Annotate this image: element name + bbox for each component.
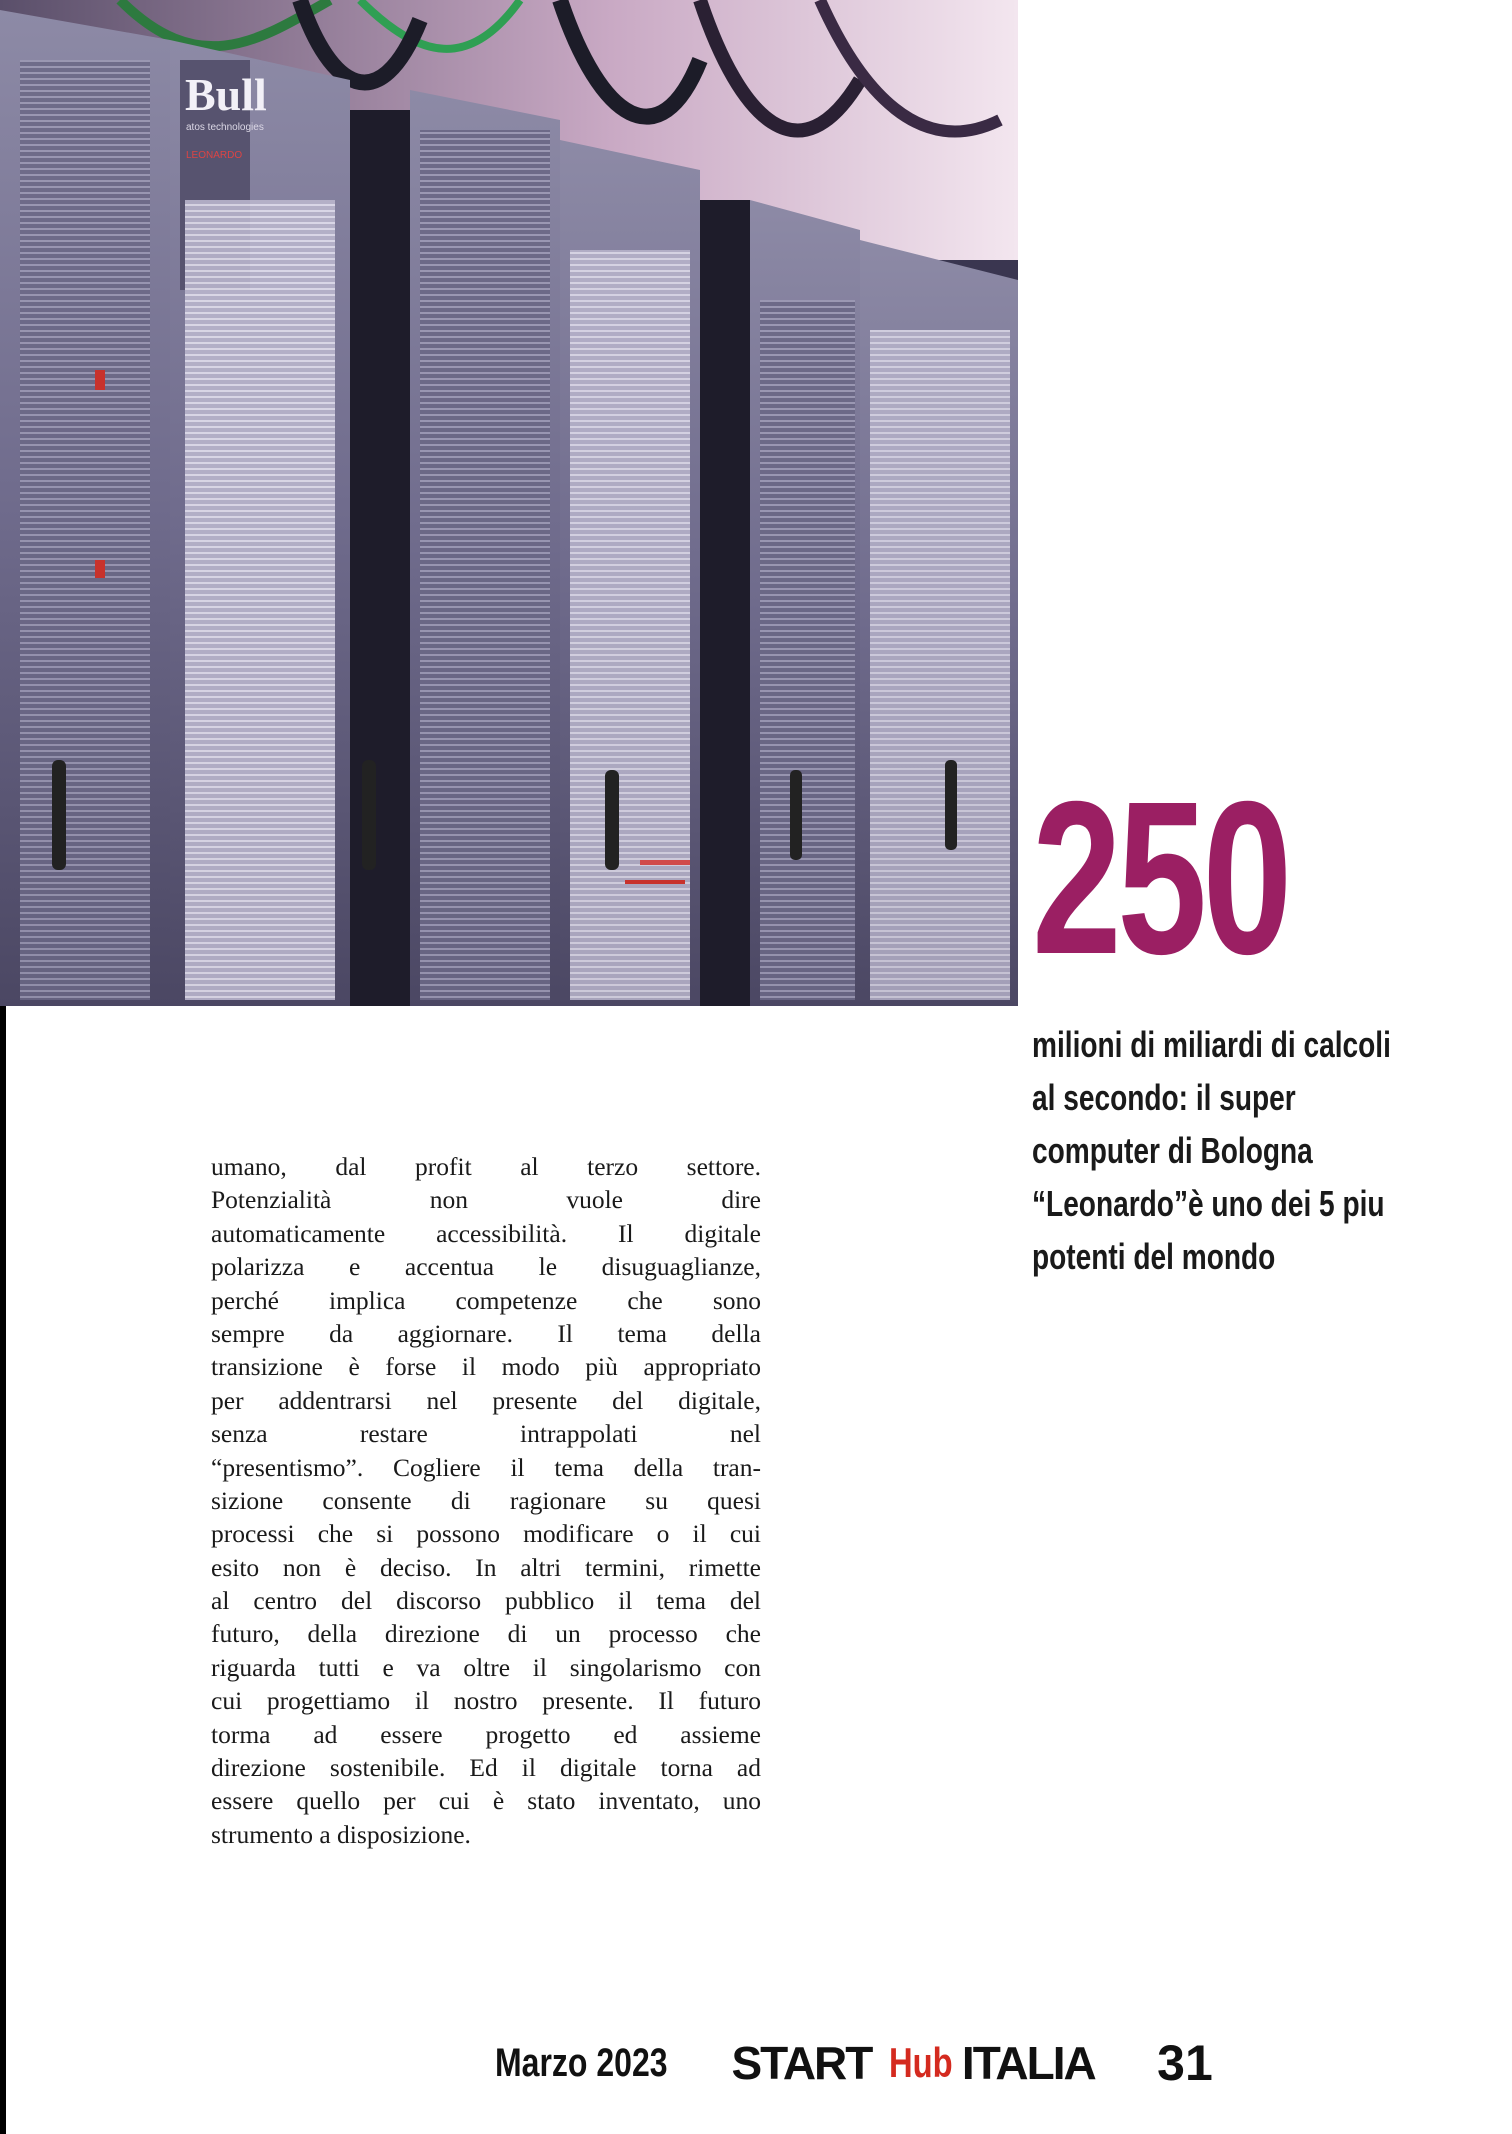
stat-caption-line: “Leonardo”è uno dei 5 piu [1032, 1183, 1385, 1224]
article-line: sempre da aggiornare. Il tema della [211, 1318, 761, 1348]
article-line: al centro del discorso pubblico il tema del [211, 1586, 761, 1616]
stat-caption-line: al secondo: il super [1032, 1077, 1296, 1118]
article-line: polarizza e accentua le disuguaglianze, [211, 1252, 761, 1282]
page-number: 31 [1157, 2035, 1213, 2091]
stat-number: 250 [1032, 757, 1288, 1000]
page-footer [495, 2034, 1213, 2094]
article-line: senza restare intrappolati nel [211, 1419, 761, 1449]
article-line: torma ad essere progetto ed assieme [211, 1719, 761, 1749]
brand-hub: Hub [888, 2039, 953, 2086]
article-line: perché implica competenze che sono [211, 1285, 761, 1315]
stat-caption-line: milioni di miliardi di calcoli [1032, 1024, 1391, 1065]
article-line: umano, dal profit al terzo settore. [211, 1152, 761, 1181]
article-line: riguarda tutti e va oltre il singolarismo con [211, 1652, 761, 1682]
server-rack-photo [0, 0, 1018, 1006]
article-line: sizione consente di ragionare su quesi [211, 1485, 761, 1515]
article-body [211, 1150, 761, 1851]
rack-logo-text: Bull [185, 69, 267, 120]
stat-caption-line: potenti del mondo [1032, 1236, 1276, 1277]
stat-caption [1032, 1018, 1492, 1283]
brand-start: START [731, 2037, 872, 2089]
article-line: automaticamente accessibilità. Il digitale [211, 1218, 761, 1248]
article-line: transizione è forse il modo più appropriato [211, 1352, 761, 1382]
issue-date: Marzo 2023 [495, 2040, 668, 2085]
article-line: esito non è deciso. In altri termini, rimette [211, 1552, 761, 1582]
brand-italia: ITALIA [961, 2037, 1095, 2089]
article-line: futuro, della direzione di un processo che [211, 1619, 761, 1649]
article-line: processi che si possono modificare o il cui [211, 1519, 761, 1549]
left-margin-rule [0, 1006, 6, 2134]
article-line: direzione sostenibile. Ed il digitale torna ad [211, 1753, 761, 1783]
stat-caption-line: computer di Bologna [1032, 1130, 1313, 1171]
article-line: cui progettiamo il nostro presente. Il futuro [211, 1686, 761, 1716]
article-line: Potenzialità non vuole dire [211, 1185, 761, 1215]
rack-brand-text: LEONARDO [186, 150, 243, 161]
article-line: strumento a disposizione. [211, 1819, 471, 1849]
article-line: essere quello per cui è stato inventato, uno [211, 1786, 761, 1816]
rack-subtitle-text: atos technologies [186, 122, 264, 133]
article-line: “presentismo”. Cogliere il tema della tran- [211, 1452, 761, 1482]
article-line: per addentrarsi nel presente del digitale, [211, 1385, 761, 1415]
